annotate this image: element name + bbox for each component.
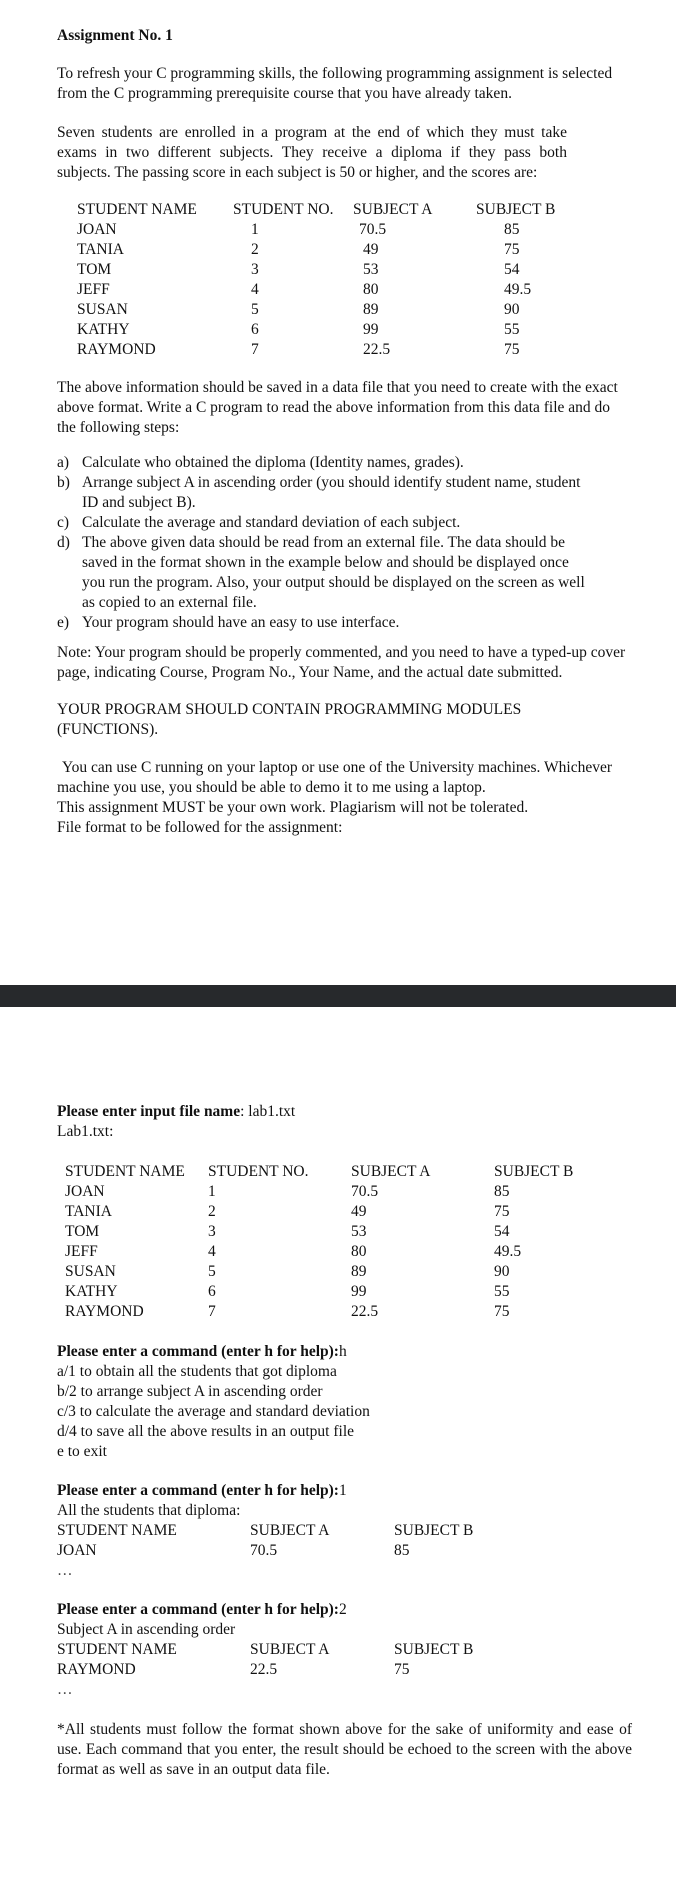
cell-name: RAYMOND [77,341,156,358]
header-subject-b: SUBJECT B [494,1163,574,1180]
help-command-block [57,1342,632,1462]
table-row [77,280,566,300]
cell-name: TOM [77,261,112,278]
note-paragraph: Note: Your program should be properly commented, and you need to have a typed-up cover page, indicating Course, Program No., Your Name, and the actual date submitted. [57,644,626,681]
cell-name: SUSAN [77,301,128,318]
table-row [65,1202,594,1222]
cell-name: JEFF [77,281,110,298]
instructions-paragraph: The above information should be saved in a data file that you need to create with the exact above format. Write a C program to read the above information from this data file and do the following steps: [57,379,618,436]
cell-number: 7 [251,341,259,358]
cell-subject-a: 80 [363,281,379,298]
help-line: e to exit [57,1443,107,1460]
header-student-name: STUDENT NAME [65,1163,185,1180]
help-line: a/1 to obtain all the students that got diploma [57,1363,337,1380]
input-file-prompt [57,1102,632,1142]
cell-number: 7 [208,1303,216,1320]
command-input: 2 [338,1601,347,1618]
ellipsis: … [57,1681,73,1698]
cell-name: TANIA [77,241,124,258]
cell-name: JOAN [65,1183,105,1200]
cell-name: TOM [65,1223,100,1240]
header-subject-b: SUBJECT B [476,201,556,218]
ellipsis: … [57,1562,73,1579]
file-label: Lab1.txt: [57,1123,114,1140]
cell-number: 5 [208,1263,216,1280]
table-row [77,260,566,280]
cell-subject-a: 53 [363,261,379,278]
cell-subject-b: 75 [504,241,520,258]
cell-subject-a: 49 [363,241,379,258]
header-subject-a: SUBJECT A [353,201,433,218]
command-input: h [338,1343,347,1360]
cell-subject-b: 90 [494,1263,510,1280]
result-title: All the students that diploma: [57,1502,241,1519]
command-prompt: Please enter a command (enter h for help): [57,1343,339,1360]
header-student-no: STUDENT NO. [208,1163,309,1180]
table-row [65,1182,594,1202]
cell-name: RAYMOND [65,1303,144,1320]
table-header-row [77,200,566,220]
file-format-line: File format to be followed for the assignment: [57,819,343,836]
cell-subject-a: 99 [351,1283,367,1300]
assignment-title: Assignment No. 1 [57,27,173,44]
result-title: Subject A in ascending order [57,1621,236,1638]
page-divider [0,985,676,1007]
cell-name: KATHY [65,1283,118,1300]
cell-name: JOAN [77,221,117,238]
cell-subject-a: 89 [363,301,379,318]
table-row [65,1262,594,1282]
cell-name: JEFF [65,1243,98,1260]
cell-subject-b: 75 [494,1203,510,1220]
cell-subject-a: 80 [351,1243,367,1260]
header-student-name: STUDENT NAME [77,201,197,218]
cell-number: 5 [251,301,259,318]
list-item: a) Calculate who obtained the diploma (Identity names, grades). [57,454,464,471]
prompt-value: : lab1.txt [240,1103,296,1120]
cell-subject-b: 54 [504,261,520,278]
command-input: 1 [338,1482,347,1499]
help-line: b/2 to arrange subject A in ascending order [57,1383,323,1400]
cell-name: KATHY [77,321,130,338]
cell-subject-b: 55 [504,321,520,338]
cell-number: 6 [208,1283,216,1300]
cell-subject-b: 75 [504,341,520,358]
table-row [77,240,566,260]
table-row [65,1222,594,1242]
cell-subject-a: 49 [351,1203,367,1220]
table-row [77,320,566,340]
cell-number: 2 [251,241,259,258]
cell-subject-b: 85 [494,1183,510,1200]
cell-subject-b: 54 [494,1223,510,1240]
cell-subject-b: 55 [494,1283,510,1300]
modules-paragraph: YOUR PROGRAM SHOULD CONTAIN PROGRAMMING MODULES (FUNCTIONS). [57,701,522,738]
cell-subject-a: 99 [363,321,379,338]
cell-subject-b: 49.5 [504,281,532,298]
cell-subject-a: 70.5 [351,1183,379,1200]
list-item: b) Arrange subject A in ascending order (you should identify student name, student ID and subject B). [57,474,581,511]
file-contents-table [65,1162,594,1322]
cell-subject-a: 53 [351,1223,367,1240]
cell-subject-b: 49.5 [494,1243,522,1260]
table-row: RAYMOND 22.5 75 [57,1661,410,1678]
page-two [0,1007,676,1886]
cell-number: 3 [251,261,259,278]
table-row [65,1302,594,1322]
command-prompt: Please enter a command (enter h for help): [57,1601,339,1618]
cell-number: 1 [251,221,259,238]
cell-number: 1 [208,1183,216,1200]
footnote-paragraph: *All students must follow the format shown above for the sake of uniformity and ease of use. Each command that you enter, the result should be echoed to the screen with the above format as well as save in an output data file. [57,1721,632,1778]
result-header-row: STUDENT NAME SUBJECT A SUBJECT B [57,1641,474,1658]
table-row [77,300,566,320]
cell-subject-b: 85 [504,221,520,238]
table-row [65,1282,594,1302]
help-line: c/3 to calculate the average and standard deviation [57,1403,370,1420]
list-item: c) Calculate the average and standard deviation of each subject. [57,514,461,531]
prompt-label: Please enter input file name [57,1103,241,1120]
command-one-block [57,1481,632,1581]
cell-subject-a: 22.5 [351,1303,379,1320]
result-header-row: STUDENT NAME SUBJECT A SUBJECT B [57,1522,474,1539]
cell-subject-a: 89 [351,1263,367,1280]
plagiarism-line: This assignment MUST be your own work. Plagiarism will not be tolerated. [57,799,529,816]
cell-number: 2 [208,1203,216,1220]
cell-subject-a: 70.5 [359,221,387,238]
list-item: e) Your program should have an easy to use interface. [57,614,400,631]
steps-list [57,453,592,633]
steps-list-container [57,453,592,633]
command-prompt: Please enter a command (enter h for help): [57,1482,339,1499]
header-subject-a: SUBJECT A [351,1163,431,1180]
cell-name: SUSAN [65,1263,116,1280]
cell-number: 6 [251,321,259,338]
header-student-no: STUDENT NO. [233,201,334,218]
laptop-paragraph: You can use C running on your laptop or use one of the University machines. Whichever machine you use, you should be able to demo it to me using a laptop. This assignment MUST be your own work. Plagiarism will not be tolerated. File format to be followed for the assignment: [57,758,632,838]
intro-paragraph: To refresh your C programming skills, the following programming assignment is selected from the C programming prerequisite course that you have already taken. [57,65,613,102]
help-line: d/4 to save all the above results in an output file [57,1423,355,1440]
table-row [65,1242,594,1262]
cell-number: 4 [251,281,259,298]
cell-number: 4 [208,1243,216,1260]
list-item: d) The above given data should be read from an external file. The data should be saved in the format shown in the example below and should be displayed once you run the program. Also, your output should be displayed on the screen as well as copied to an external file. [57,534,585,611]
command-two-block [57,1600,632,1700]
cell-number: 3 [208,1223,216,1240]
cell-name: TANIA [65,1203,112,1220]
table-row: JOAN 70.5 85 [57,1542,410,1559]
table-header-row [65,1162,594,1182]
cell-subject-a: 22.5 [363,341,391,358]
table-row [77,340,566,360]
table-row [77,220,566,240]
cell-subject-b: 90 [504,301,520,318]
scores-table [77,200,566,360]
cell-subject-b: 75 [494,1303,510,1320]
description-paragraph: Seven students are enrolled in a program at the end of which they must take exams in two different subjects. They receive a diploma if they pass both subjects. The passing score in each subject is 50 or higher, and the scores are: [57,124,567,181]
